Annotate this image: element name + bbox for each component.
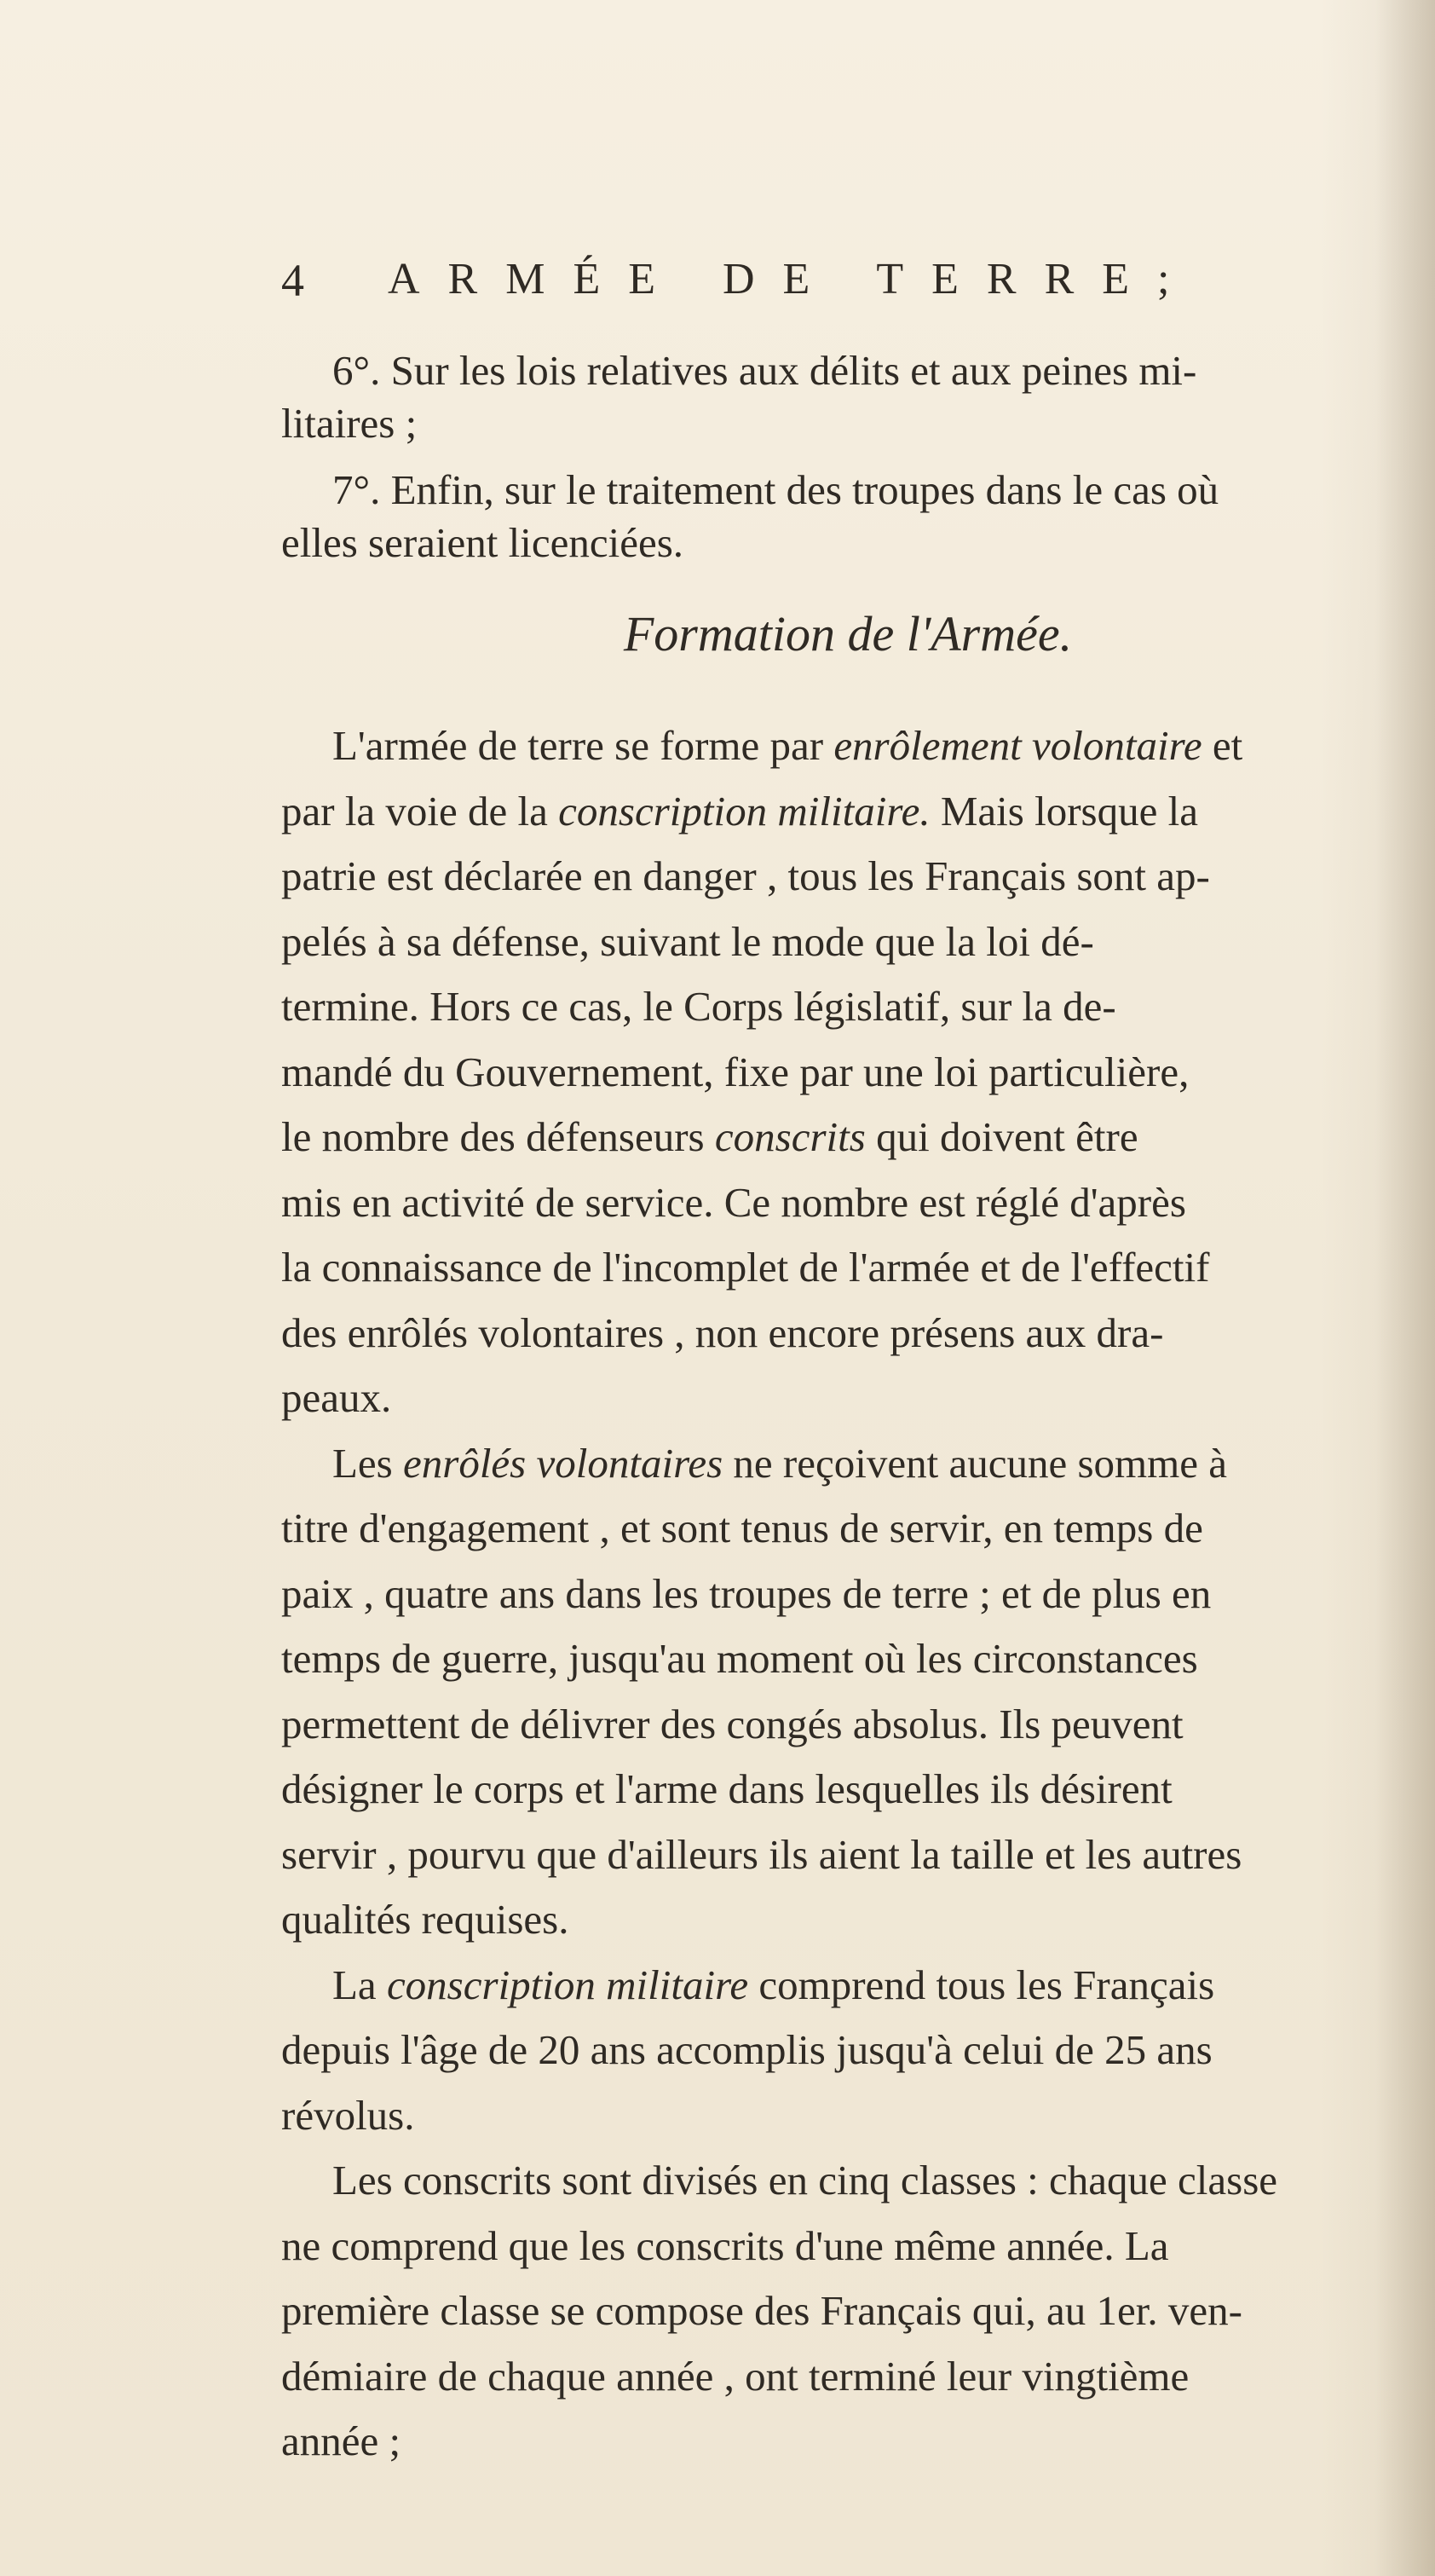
text-line: [281, 2090, 415, 2143]
text-line: [281, 2416, 401, 2469]
text-line: [281, 916, 1094, 969]
text-line: 7°. Enfin, sur le traitement des troupes dans le cas où: [332, 466, 1219, 513]
text-roman: Les conscrits sont divisés en cinq classes : chaque classe: [332, 2157, 1278, 2203]
text-line: [281, 1047, 1189, 1100]
text-italic: conscription militaire: [386, 1961, 749, 2008]
text-roman: Mais lorsque la: [930, 787, 1198, 835]
text-line: [281, 720, 1242, 773]
text-roman: termine. Hors ce cas, le Corps législatif, sur la de-: [281, 983, 1116, 1030]
text-roman: peaux.: [281, 1374, 392, 1421]
text-roman: désigner le corps et l'arme dans lesquelles ils désirent: [281, 1765, 1173, 1812]
text-line: [281, 2285, 1242, 2338]
text-roman: des enrôlés volontaires , non encore présens aux dra-: [281, 1308, 1164, 1356]
text-roman: la connaissance de l'incomplet de l'armée et de l'effectif: [281, 1244, 1210, 1291]
text-line: 6°. Sur les lois relatives aux délits et aux peines mi-: [332, 347, 1197, 394]
text-line: litaires ;: [281, 400, 418, 447]
text-line: [281, 1242, 1209, 1295]
page-number: 4: [281, 255, 304, 306]
text-italic: conscrits: [714, 1113, 866, 1160]
text-line: [281, 1503, 1203, 1556]
text-line: [281, 1372, 391, 1425]
text-italic: enrôlés volontaires: [403, 1439, 723, 1487]
text-roman: qui doivent être: [865, 1113, 1138, 1160]
text-roman: temps de guerre, jusqu'au moment où les circonstances: [281, 1635, 1198, 1682]
text-line: [281, 1568, 1211, 1621]
text-line: [281, 1960, 1214, 2013]
text-line: [281, 786, 1198, 839]
text-line: [281, 1177, 1186, 1230]
text-line: [281, 2155, 1277, 2208]
text-roman: première classe se compose des Français qui, au 1er. ven-: [281, 2287, 1242, 2334]
text-line: [281, 1308, 1163, 1360]
page-edge-shadow: [1375, 0, 1435, 2576]
text-roman: année ;: [281, 2417, 401, 2464]
text-line: [281, 1894, 568, 1947]
text-line: [281, 1633, 1198, 1686]
text-line: [281, 851, 1210, 904]
text-roman: ne comprend que les conscrits d'une même année. La: [281, 2221, 1169, 2269]
text-line: [281, 2221, 1169, 2273]
text-roman: patrie est déclarée en danger , tous les Français sont ap-: [281, 852, 1210, 899]
text-roman: et: [1202, 722, 1243, 769]
text-roman: comprend tous les Français: [748, 1961, 1215, 2008]
text-italic: enrôlement volontaire: [833, 722, 1202, 769]
text-italic: conscription militaire.: [558, 787, 931, 835]
text-roman: le nombre des défenseurs: [281, 1113, 715, 1160]
text-line: [281, 1764, 1173, 1816]
text-line: [281, 1829, 1242, 1882]
text-line: [281, 1438, 1227, 1491]
text-roman: titre d'engagement , et sont tenus de servir, en temps de: [281, 1505, 1203, 1551]
text-roman: révolus.: [281, 2091, 415, 2139]
text-roman: permettent de délivrer des congés absolus. Ils peuvent: [281, 1700, 1184, 1747]
text-line: [281, 2024, 1213, 2077]
text-line: [281, 1699, 1184, 1752]
running-head: [281, 254, 1415, 322]
text-roman: qualités requises.: [281, 1896, 569, 1943]
text-roman: mandé du Gouvernement, fixe par une loi particulière,: [281, 1048, 1190, 1095]
text-line: elles seraient licenciées.: [281, 519, 684, 566]
text-line: [281, 1112, 1138, 1164]
text-roman: ne reçoivent aucune somme à: [723, 1439, 1227, 1487]
text-roman: par la voie de la: [281, 787, 559, 835]
text-roman: depuis l'âge de 20 ans accomplis jusqu'à celui de 25 ans: [281, 2026, 1213, 2073]
text-roman: paix , quatre ans dans les troupes de terre ; et de plus en: [281, 1569, 1212, 1617]
text-roman: L'armée de terre se forme par: [332, 722, 834, 769]
text-roman: Les: [332, 1439, 403, 1487]
text-roman: mis en activité de service. Ce nombre est réglé d'après: [281, 1178, 1186, 1226]
text-roman: servir , pourvu que d'ailleurs ils aient la taille et les autres: [281, 1830, 1242, 1878]
running-title: ARMÉE DE TERRE;: [388, 255, 1198, 303]
text-line: [281, 2351, 1189, 2404]
text-roman: pelés à sa défense, suivant le mode que la loi dé-: [281, 917, 1094, 965]
text-line: [281, 981, 1116, 1034]
section-heading: Formation de l'Armée.: [623, 606, 1073, 661]
text-roman: La: [332, 1961, 387, 2008]
text-roman: démiaire de chaque année , ont terminé leur vingtième: [281, 2352, 1190, 2400]
